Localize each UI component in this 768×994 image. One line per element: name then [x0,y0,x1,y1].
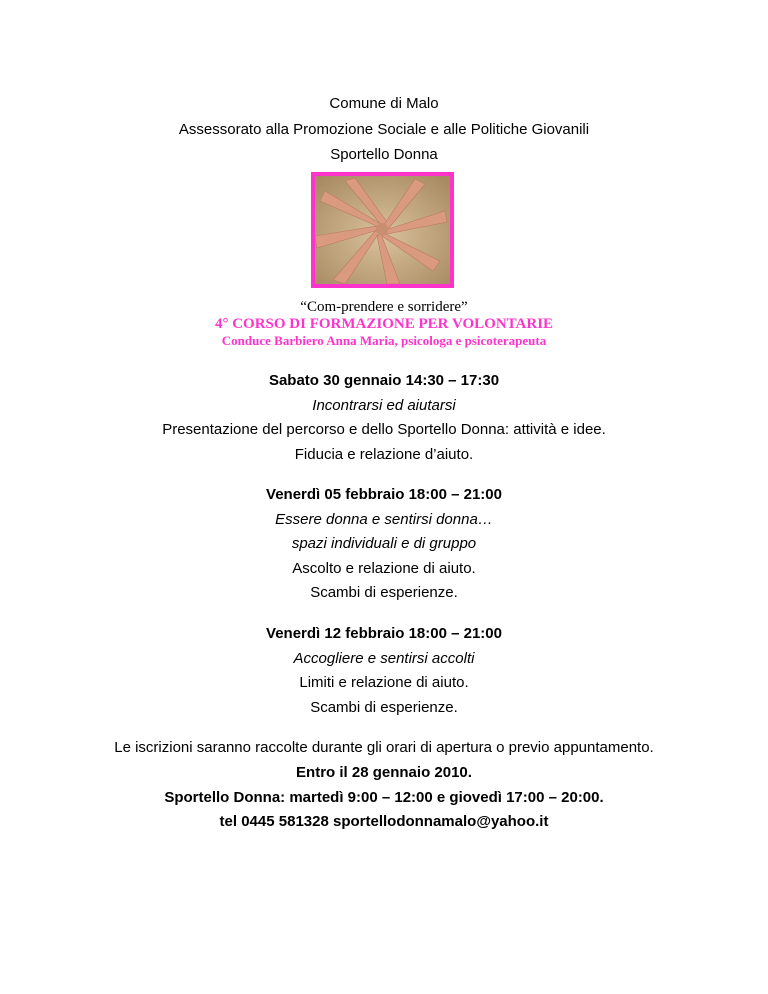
session-3-date: Venerdì 12 febbraio 18:00 – 21:00 [266,625,502,642]
header-sportello: Sportello Donna [330,146,438,163]
course-quote: “Com-prendere e sorridere” [300,299,468,315]
header-comune: Comune di Malo [329,95,439,112]
session-2-theme: Essere donna e sentirsi donna… [275,511,493,528]
session-2-line-2: Scambi di esperienze. [310,584,458,601]
session-2-date: Venerdì 05 febbraio 18:00 – 21:00 [266,486,502,503]
footer-hours: Sportello Donna: martedì 9:00 – 12:00 e giovedì 17:00 – 20:00. [164,789,604,806]
course-conductor: Conduce Barbiero Anna Maria, psicologa e psicoterapeuta [221,333,547,348]
course-title: 4° CORSO DI FORMAZIONE PER VOLONTARIE [214,316,554,332]
footer-info: Le iscrizioni saranno raccolte durante gli orari di apertura o previo appuntamento. [114,739,654,756]
session-1-line-1: Presentazione del percorso e dello Sportello Donna: attività e idee. [162,421,606,438]
session-2-line-1: Ascolto e relazione di aiuto. [292,560,476,577]
session-1-line-2: Fiducia e relazione d’aiuto. [294,446,474,463]
session-3-line-2: Scambi di esperienze. [310,699,458,716]
session-2-theme-2: spazi individuali e di gruppo [291,535,477,552]
session-3-line-1: Limiti e relazione di aiuto. [299,674,469,691]
session-1-date: Sabato 30 gennaio 14:30 – 17:30 [268,372,500,389]
footer-contact: tel 0445 581328 sportellodonnamalo@yahoo.it [219,813,549,830]
session-3-theme: Accogliere e sentirsi accolti [293,650,475,667]
footer-deadline: Entro il 28 gennaio 2010. [296,764,472,781]
header-assessorato: Assessorato alla Promozione Sociale e alle Politiche Giovanili [178,121,590,138]
hands-circle-photo [311,172,454,288]
session-1-theme: Incontrarsi ed aiutarsi [312,397,456,414]
